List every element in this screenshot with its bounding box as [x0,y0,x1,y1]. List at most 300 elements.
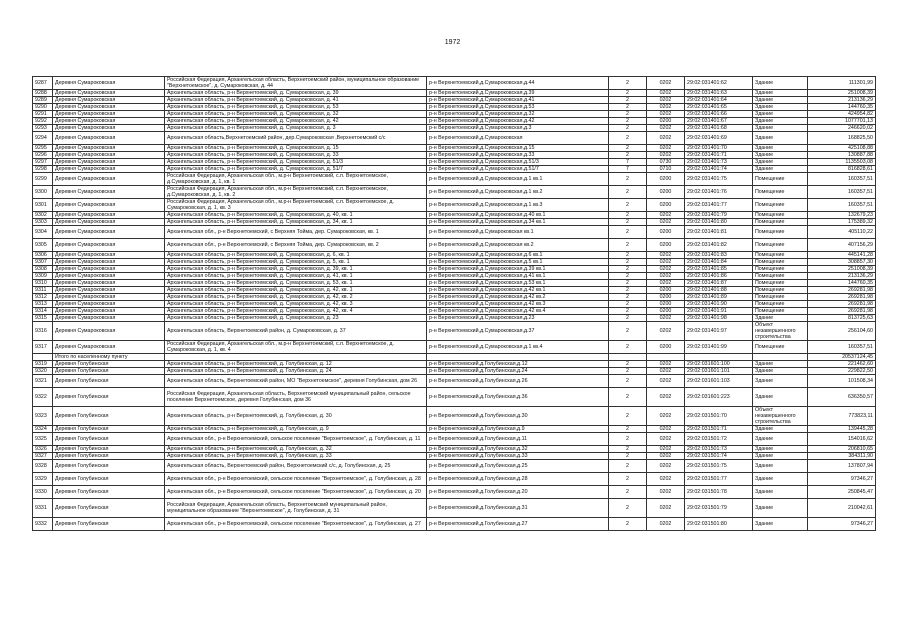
row-number-cell: 9308 [33,266,53,273]
cadastral-number-cell: 29:02:031401:77 [685,199,753,212]
object-type-cell: Здание [753,166,808,173]
short-address-cell: р-н Верхнетоемский,д.Сумароковская,д.40 кв.1 [427,212,609,219]
settlement-name-cell: Деревня Сумароковская [53,294,165,301]
short-address-cell: р-н Верхнетоемский,д.Сумароковская,д.1 кв.3 [427,199,609,212]
object-type-cell: Объект незавершенного строительства [753,407,808,426]
table-row [33,322,876,341]
table-row [33,473,876,486]
short-address-cell: р-н Верхнетоемский,д.Голубинская,д.27 [427,518,609,531]
row-number-cell: 9313 [33,301,53,308]
type-code-cell: 0202 [647,486,685,499]
table-row [33,132,876,145]
short-address-cell: р-н Верхнетоемский,д.Сумароковская,д.42 кв.3 [427,301,609,308]
row-number-cell [33,354,53,361]
table-row [33,273,876,280]
table-row [33,460,876,473]
full-address-cell: Архангельская область, р-н Верхнетоемский, д. Сумароковская, д. 51/3 [165,159,427,166]
table-row [33,315,876,322]
settlement-name-cell: Деревня Голубинская [53,426,165,433]
settlement-name-cell: Деревня Сумароковская [53,301,165,308]
short-address-cell: р-н Верхнетоемский,д.Сумароковская,д.42 кв.1 [427,287,609,294]
full-address-cell: Архангельская область, р-н Верхнетоемский, д. Сумароковская, д. 15 [165,145,427,152]
full-address-cell: Архангельская область, р-н Верхнетоемский, д. Сумароковская, д. 33 [165,152,427,159]
object-type-cell: Помещение [753,173,808,186]
cadastral-number-cell: 29:02:031501:74 [685,453,753,460]
object-type-cell: Здание [753,460,808,473]
short-address-cell: р-н Верхнетоемский,д.Голубинская,д.25 [427,460,609,473]
short-address-cell: р-н Верхнетоемский,д.Сумароковская,д.1 кв.2 [427,186,609,199]
cadastral-number-cell: 29:02:031601:103 [685,375,753,388]
table-row [33,186,876,199]
cadastral-number-cell: 29:02:031501:80 [685,518,753,531]
settlement-name-cell: Итого по населенному пункту [53,354,165,361]
type-code-cell: 0730 [647,159,685,166]
group-number-cell: 2 [609,518,647,531]
object-type-cell: Здание [753,426,808,433]
full-address-cell: Российская Федерация, Архангельская обл., м.р-н Верхнетоемский, с.п. Верхнетоемское, д. Сумароковская, д. 1, кв. 4 [165,341,427,354]
group-number-cell: 2 [609,173,647,186]
full-address-cell: Российская Федерация, Архангельская область, Верхнетоемский муниципальный район, муниципальное образование "Верхнетоемское", д. Голубинская, д. 31 [165,499,427,518]
short-address-cell: р-н Верхнетоемский,д.Голубинская,д.11 [427,433,609,446]
settlement-name-cell: Деревня Сумароковская [53,118,165,125]
short-address-cell: р-н Верхнетоемский,д.Сумароковская,д.37 [427,322,609,341]
cadastral-value-cell: 405110,22 [808,226,876,239]
full-address-cell: Архангельская обл., р-н Верхнетоемский, сельское поселение "Верхнетоемское", д. Голубинская, д. 11 [165,433,427,446]
table-row [33,111,876,118]
type-code-cell: 0202 [647,368,685,375]
settlement-name-cell: Деревня Сумароковская [53,104,165,111]
group-number-cell [609,354,647,361]
short-address-cell: р-н Верхнетоемский,д.Сумароковская,д.44 [427,77,609,90]
table-row [33,280,876,287]
type-code-cell: 0202 [647,453,685,460]
cadastral-number-cell: 29:02:031401:89 [685,294,753,301]
group-number-cell: 2 [609,294,647,301]
cadastral-value-cell: 445141,28 [808,252,876,259]
short-address-cell: р-н Верхнетоемский,д.Сумароковская,д.6 кв.1 [427,252,609,259]
settlement-name-cell: Деревня Сумароковская [53,166,165,173]
cadastral-value-cell: 97346,27 [808,473,876,486]
type-code-cell: 0200 [647,173,685,186]
type-code-cell: 0202 [647,361,685,368]
type-code-cell: 0202 [647,212,685,219]
object-type-cell: Здание [753,486,808,499]
row-number-cell: 9292 [33,118,53,125]
row-number-cell: 9331 [33,499,53,518]
cadastral-number-cell: 29:02:031601:101 [685,368,753,375]
full-address-cell: Российская Федерация, Архангельская область, Верхнетоемский район, муниципальное образование "Верхнетоемское", д. Сумароковская, д. 44 [165,77,427,90]
row-number-cell: 9293 [33,125,53,132]
row-number-cell: 9287 [33,77,53,90]
short-address-cell: р-н Верхнетоемский,д.Голубинская,д.32 [427,446,609,453]
short-address-cell: р-н Верхнетоемский,д.Сумароковская,д.23 [427,315,609,322]
short-address-cell: р-н Верхнетоемский,д.Голубинская,д.28 [427,473,609,486]
row-number-cell: 9307 [33,259,53,266]
full-address-cell: Архангельская область, р-н Верхнетоемский, д. Сумароковская, д. 5, кв. 1 [165,259,427,266]
object-type-cell: Помещение [753,212,808,219]
settlement-name-cell: Деревня Голубинская [53,518,165,531]
short-address-cell: р-н Верхнетоемский,д.Сумароковская,д.39 [427,90,609,97]
full-address-cell: Архангельская обл., р-н Верхнетоемский, с Верхняя Тойма, дер. Сумароковская, кв. 1 [165,226,427,239]
full-address-cell: Архангельская область, р-н Верхнетоемский, д. Сумароковская, д. 42, кв. 4 [165,308,427,315]
cadastral-value-cell: 407156,29 [808,239,876,252]
cadastral-number-cell: 29:02:031401:83 [685,252,753,259]
short-address-cell: р-н Верхнетоемский,д.Сумароковская,д.41 кв.1 [427,273,609,280]
cadastral-value-cell: 251008,39 [808,266,876,273]
short-address-cell: р-н Верхнетоемский,д.Сумароковская,д.1 кв.1 [427,173,609,186]
short-address-cell: р-н Верхнетоемский,д.Голубинская,д.26 [427,375,609,388]
cadastral-number-cell: 29:02:031401:88 [685,287,753,294]
type-code-cell: 0202 [647,460,685,473]
object-type-cell: Помещение [753,341,808,354]
settlement-name-cell: Деревня Голубинская [53,499,165,518]
full-address-cell: Архангельская область, р-н Верхнетоемский, д. Сумароковская, д. 51/7 [165,166,427,173]
type-code-cell: 0200 [647,239,685,252]
object-type-cell: Помещение [753,239,808,252]
group-number-cell: 2 [609,118,647,125]
settlement-name-cell: Деревня Сумароковская [53,239,165,252]
full-address-cell: Архангельская область, р-н Верхнетоемский, д. Сумароковская, д. 34, кв. 1 [165,219,427,226]
cadastral-value-cell: 425108,88 [808,145,876,152]
cadastral-number-cell: 29:02:031501:73 [685,446,753,453]
short-address-cell: р-н Верхнетоемский,д.Сумароковская,д.41 [427,97,609,104]
object-type-cell: Здание [753,375,808,388]
type-code-cell: 0202 [647,132,685,145]
cadastral-value-cell: 160357,51 [808,199,876,212]
group-number-cell: 2 [609,266,647,273]
full-address-cell: Архангельская обл., р-н Верхнетоемский, с Верхняя Тойма, дер. Сумароковская, кв. 2 [165,239,427,252]
row-number-cell: 9328 [33,460,53,473]
full-address-cell: Архангельская область, р-н Верхнетоемский, д. Голубинская, д. 33 [165,453,427,460]
cadastral-number-cell: 29:02:031401:63 [685,90,753,97]
type-code-cell: 0202 [647,426,685,433]
short-address-cell: р-н Верхнетоемский,д.Сумароковская,д.42 [427,118,609,125]
type-code-cell: 0202 [647,499,685,518]
row-number-cell: 9320 [33,368,53,375]
cadastral-value-cell: 269281,98 [808,294,876,301]
cadastral-value-cell: 384311,90 [808,453,876,460]
full-address-cell: Архангельская область, р-н Верхнетоемский, д. Голубинская, д. 12 [165,361,427,368]
type-code-cell [647,354,685,361]
group-number-cell: 2 [609,426,647,433]
object-type-cell: Помещение [753,199,808,212]
row-number-cell: 9295 [33,145,53,152]
cadastral-number-cell: 29:02:031501:72 [685,433,753,446]
short-address-cell: р-н Верхнетоемский,д.Голубинская,д.33 [427,453,609,460]
type-code-cell: 0202 [647,252,685,259]
full-address-cell [165,354,427,361]
row-number-cell: 9294 [33,132,53,145]
type-code-cell: 0200 [647,118,685,125]
cadastral-number-cell: 29:02:031401:71 [685,152,753,159]
group-number-cell: 2 [609,226,647,239]
cadastral-number-cell: 29:02:031401:79 [685,212,753,219]
cadastral-value-cell: 773823,11 [808,407,876,426]
cadastral-number-cell: 29:02:031601:100 [685,361,753,368]
type-code-cell: 0202 [647,259,685,266]
group-number-cell: 2 [609,212,647,219]
cadastral-value-cell: 813725,63 [808,315,876,322]
type-code-cell: 0202 [647,111,685,118]
group-number-cell: 2 [609,368,647,375]
cadastral-value-cell: 213136,29 [808,273,876,280]
row-number-cell: 9302 [33,212,53,219]
settlement-name-cell: Деревня Сумароковская [53,111,165,118]
row-number-cell: 9312 [33,294,53,301]
group-number-cell: 2 [609,453,647,460]
full-address-cell: Архангельская область, р-н Верхнетоемский, д. Сумароковская, д. 39, кв. 1 [165,266,427,273]
full-address-cell: Архангельская область, р-н Верхнетоемский, д. Сумароковская, д. 42, кв. 2 [165,294,427,301]
settlement-name-cell: Деревня Сумароковская [53,308,165,315]
full-address-cell: Российская Федерация, Архангельская обл., м.р-н Верхнетоемский, с.п. Верхнетоемское, д. Сумароковская, д. 1, кв. 3 [165,199,427,212]
table-row [33,226,876,239]
cadastral-number-cell: 29:02:031501:75 [685,460,753,473]
full-address-cell: Российская Федерация, Архангельская обл., м.р-н Верхнетоемский, с.п. Верхнетоемское, д.Сумароковская, д. 1, кв. 1 [165,173,427,186]
full-address-cell: Архангельская область, Верхнетоемский район, Верхнетоемский с/с, д. Голубинская, д. 25 [165,460,427,473]
type-code-cell: 0200 [647,226,685,239]
cadastral-value-cell: 175389,32 [808,219,876,226]
table-row [33,166,876,173]
type-code-cell: 0202 [647,77,685,90]
full-address-cell: Архангельская обл., р-н Верхнетоемский, сельское поселение "Верхнетоемское", д. Голубинская, д. 20 [165,486,427,499]
cadastral-number-cell: 29:02:031501:71 [685,426,753,433]
registry-table [32,76,876,531]
short-address-cell: р-н Верхнетоемский,д.Сумароковская,д.15 [427,145,609,152]
group-number-cell: 2 [609,341,647,354]
object-type-cell: Здание [753,433,808,446]
cadastral-number-cell: 29:02:031401:84 [685,259,753,266]
group-number-cell: 7 [609,159,647,166]
cadastral-number-cell: 29:02:031401:82 [685,239,753,252]
settlement-name-cell: Деревня Сумароковская [53,341,165,354]
row-number-cell: 9309 [33,273,53,280]
settlement-name-cell: Деревня Голубинская [53,446,165,453]
type-code-cell: 0202 [647,375,685,388]
object-type-cell: Помещение [753,301,808,308]
short-address-cell: р-н Верхнетоемский,д.Сумароковская,д.33 [427,152,609,159]
object-type-cell: Помещение [753,294,808,301]
cadastral-value-cell: 20537124,45 [808,354,876,361]
settlement-name-cell: Деревня Голубинская [53,361,165,368]
full-address-cell: Архангельская область, р-н Верхнетоемский, д. Сумароковская, д. 39 [165,90,427,97]
type-code-cell: 0202 [647,407,685,426]
cadastral-number-cell: 29:02:031401:97 [685,322,753,341]
cadastral-value-cell: 101508,34 [808,375,876,388]
short-address-cell: р-н Верхнетоемский,д.Сумароковская,д.42 кв.2 [427,294,609,301]
object-type-cell: Помещение [753,280,808,287]
cadastral-value-cell: 308857,30 [808,259,876,266]
settlement-name-cell: Деревня Голубинская [53,388,165,407]
cadastral-value-cell: 246620,02 [808,125,876,132]
settlement-name-cell: Деревня Сумароковская [53,132,165,145]
group-number-cell: 2 [609,152,647,159]
table-row [33,104,876,111]
row-number-cell: 9325 [33,433,53,446]
object-type-cell: Здание [753,473,808,486]
object-type-cell: Здание [753,90,808,97]
type-code-cell: 0202 [647,273,685,280]
settlement-name-cell: Деревня Сумароковская [53,173,165,186]
row-number-cell: 9299 [33,173,53,186]
settlement-name-cell: Деревня Сумароковская [53,159,165,166]
object-type-cell: Здание [753,97,808,104]
row-number-cell: 9303 [33,219,53,226]
settlement-name-cell: Деревня Голубинская [53,433,165,446]
row-number-cell: 9304 [33,226,53,239]
full-address-cell: Российская Федерация, Архангельская область, Верхнетоемский муниципальный район, сельское поселение Верхнетоемское, деревня Голубинская, дом 36 [165,388,427,407]
cadastral-number-cell: 29:02:031401:66 [685,111,753,118]
object-type-cell: Здание [753,315,808,322]
type-code-cell: 0202 [647,90,685,97]
cadastral-number-cell: 29:02:031401:85 [685,266,753,273]
group-number-cell: 2 [609,499,647,518]
cadastral-value-cell: 130887,88 [808,152,876,159]
cadastral-number-cell: 29:02:031401:68 [685,125,753,132]
row-number-cell: 9289 [33,97,53,104]
cadastral-number-cell: 29:02:031401:65 [685,104,753,111]
cadastral-value-cell: 269281,98 [808,308,876,315]
cadastral-value-cell: 250845,47 [808,486,876,499]
type-code-cell: 0202 [647,518,685,531]
object-type-cell: Помещение [753,219,808,226]
type-code-cell: 0200 [647,287,685,294]
settlement-name-cell: Деревня Голубинская [53,453,165,460]
settlement-name-cell: Деревня Сумароковская [53,145,165,152]
table-row [33,125,876,132]
type-code-cell: 0202 [647,104,685,111]
table-row [33,433,876,446]
full-address-cell: Архангельская обл., р-н Верхнетоемский, сельское поселение "Верхнетоемское", д. Голубинская, д. 27 [165,518,427,531]
row-number-cell: 9300 [33,186,53,199]
settlement-name-cell: Деревня Голубинская [53,368,165,375]
full-address-cell: Архангельская область, Верхнетоемский район, МО "Верхнетоемское", деревня Голубинская, дом 26 [165,375,427,388]
cadastral-value-cell: 816828,61 [808,166,876,173]
group-number-cell: 2 [609,446,647,453]
full-address-cell: Архангельская область, р-н Верхнетоемский, д. Сумароковская, д. 42, кв. 3 [165,301,427,308]
table-row [33,173,876,186]
short-address-cell [427,354,609,361]
object-type-cell: Помещение [753,308,808,315]
object-type-cell: Здание [753,361,808,368]
cadastral-number-cell: 29:02:031401:67 [685,118,753,125]
full-address-cell: Архангельская область, р-н Верхнетоемский, д. Сумароковская, д. 53 [165,104,427,111]
table-row [33,145,876,152]
table-row [33,308,876,315]
settlement-name-cell: Деревня Сумароковская [53,266,165,273]
settlement-name-cell: Деревня Голубинская [53,473,165,486]
settlement-name-cell: Деревня Сумароковская [53,125,165,132]
table-row [33,90,876,97]
cadastral-value-cell: 160357,51 [808,173,876,186]
type-code-cell: 0202 [647,280,685,287]
short-address-cell: р-н Верхнетоемский,д.Сумароковская [427,132,609,145]
cadastral-number-cell: 29:02:031401:87 [685,280,753,287]
table-row [33,287,876,294]
cadastral-number-cell: 29:02:031401:86 [685,273,753,280]
type-code-cell: 0710 [647,166,685,173]
cadastral-value-cell: 160357,51 [808,341,876,354]
cadastral-value-cell: 269281,98 [808,287,876,294]
row-number-cell: 9298 [33,166,53,173]
table-row [33,518,876,531]
table-row [33,159,876,166]
cadastral-number-cell: 29:02:031501:78 [685,486,753,499]
settlement-name-cell: Деревня Сумароковская [53,280,165,287]
object-type-cell: Здание [753,388,808,407]
object-type-cell: Помещение [753,287,808,294]
group-number-cell: 2 [609,308,647,315]
row-number-cell: 9327 [33,453,53,460]
cadastral-number-cell: 29:02:031501:79 [685,499,753,518]
cadastral-number-cell: 29:02:031401:90 [685,301,753,308]
row-number-cell: 9315 [33,315,53,322]
short-address-cell: р-н Верхнетоемский,д.Сумароковская кв.2 [427,239,609,252]
short-address-cell: р-н Верхнетоемский,д.Голубинская,д.20 [427,486,609,499]
type-code-cell: 0202 [647,125,685,132]
total-row [33,354,876,361]
settlement-name-cell: Деревня Сумароковская [53,226,165,239]
cadastral-value-cell: 137807,94 [808,460,876,473]
group-number-cell: 2 [609,199,647,212]
object-type-cell [753,354,808,361]
cadastral-value-cell: 251008,39 [808,90,876,97]
cadastral-number-cell: 29:02:031401:62 [685,77,753,90]
group-number-cell: 2 [609,273,647,280]
full-address-cell: Архангельская область, р-н Верхнетоемский, д. Голубинская, д. 24 [165,368,427,375]
group-number-cell: 2 [609,104,647,111]
cadastral-number-cell: 29:02:031401:98 [685,315,753,322]
object-type-cell: Здание [753,145,808,152]
object-type-cell: Здание [753,159,808,166]
group-number-cell: 2 [609,239,647,252]
settlement-name-cell: Деревня Сумароковская [53,199,165,212]
cadastral-value-cell: 154016,62 [808,433,876,446]
short-address-cell: р-н Верхнетоемский,д.Голубинская,д.31 [427,499,609,518]
full-address-cell: Архангельская область, р-н Верхнетоемский, д. Голубинская, д. 32 [165,446,427,453]
object-type-cell: Здание [753,104,808,111]
short-address-cell: р-н Верхнетоемский,д.Сумароковская,д.42 кв.4 [427,308,609,315]
cadastral-value-cell: 269281,98 [808,301,876,308]
table-row [33,219,876,226]
group-number-cell: 2 [609,77,647,90]
full-address-cell: Архангельская область, р-н Верхнетоемский, д. Сумароковская, д. 6, кв. 1 [165,252,427,259]
cadastral-value-cell: 636350,57 [808,388,876,407]
group-number-cell: 7 [609,166,647,173]
full-address-cell: Архангельская область, р-н Верхнетоемский, д. Сумароковская, д. 40, кв. 1 [165,212,427,219]
full-address-cell: Архангельская область, р-н Верхнетоемский, д. Сумароковская, д. 41, кв. 1 [165,273,427,280]
type-code-cell: 0202 [647,145,685,152]
cadastral-value-cell: 1077701,13 [808,118,876,125]
cadastral-number-cell [685,354,753,361]
short-address-cell: р-н Верхнетоемский,д.Сумароковская,д.53 [427,104,609,111]
short-address-cell: р-н Верхнетоемский,д.Голубинская,д.24 [427,368,609,375]
cadastral-value-cell: 210042,61 [808,499,876,518]
settlement-name-cell: Деревня Сумароковская [53,186,165,199]
type-code-cell: 0200 [647,341,685,354]
group-number-cell: 2 [609,407,647,426]
settlement-name-cell: Деревня Сумароковская [53,152,165,159]
row-number-cell: 9305 [33,239,53,252]
cadastral-value-cell: 213136,29 [808,97,876,104]
row-number-cell: 9319 [33,361,53,368]
object-type-cell: Помещение [753,266,808,273]
row-number-cell: 9291 [33,111,53,118]
object-type-cell: Помещение [753,226,808,239]
type-code-cell: 0202 [647,433,685,446]
full-address-cell: Архангельская область,Верхнетоемский район, дер.Сумароковская ,Верхнетоемский с/с [165,132,427,145]
table-row [33,118,876,125]
settlement-name-cell: Деревня Голубинская [53,375,165,388]
